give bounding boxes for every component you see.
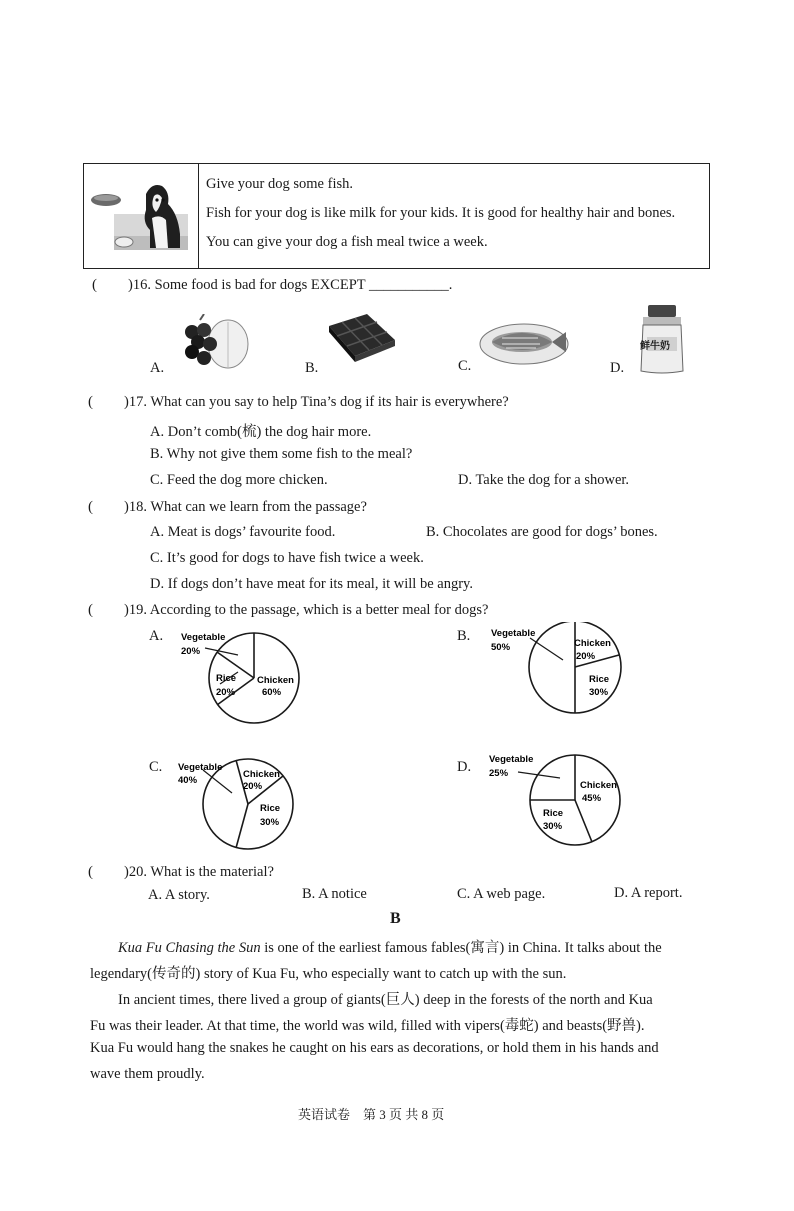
milk-bottle-label: 鲜牛奶 (640, 341, 670, 352)
pie-c-pct-rice: 30% (260, 817, 280, 828)
q20-option-d: D. A report. (614, 885, 683, 901)
pie-chart-a (175, 628, 305, 728)
q17-option-b: B. Why not give them some fish to the meal? (150, 446, 413, 462)
q19-paren: ( (88, 602, 93, 618)
box-divider (198, 164, 199, 268)
q19-letter-d: D. (457, 759, 472, 775)
pie-a-label-rice: Rice (216, 673, 237, 684)
q16-question: )16. Some food is bad for dogs EXCEPT ___________. (128, 277, 453, 293)
grapes-garlic-image (178, 314, 250, 374)
section-b-para2-line4: wave them proudly. (90, 1066, 205, 1082)
q16-paren: ( (92, 277, 97, 293)
q18-option-d: D. If dogs don’t have meat for its meal, it will be angry. (150, 576, 473, 592)
q17-question: )17. What can you say to help Tina’s dog if its hair is everywhere? (124, 394, 509, 410)
para1-line1-rest: is one of the earliest famous fables(寓言) in China. It talks about the (260, 940, 662, 956)
pie-b-leader (530, 638, 563, 660)
pie-d-label-vegetable: Vegetable (489, 754, 534, 765)
q16-option-b: B. (305, 360, 319, 376)
pie-c-label-chicken: Chicken (243, 769, 280, 780)
chocolate-image (325, 312, 397, 364)
q17-paren: ( (88, 394, 93, 410)
pie-b-pct-chicken: 20% (576, 651, 596, 662)
pie-a-pct-vegetable: 20% (181, 646, 201, 657)
fish-dish-image (478, 318, 570, 368)
pie-b-label-rice: Rice (589, 674, 610, 685)
q18-option-c: C. It’s good for dogs to have fish twice a week. (150, 550, 424, 566)
pie-b-pct-vegetable: 50% (491, 642, 511, 653)
q20-option-c: C. A web page. (457, 886, 546, 902)
q17-option-d: D. Take the dog for a shower. (458, 472, 630, 488)
q18-option-a: A. Meat is dogs’ favourite food. (150, 524, 336, 540)
info-line-2: Fish for your dog is like milk for your kids. It is good for healthy hair and bones. (206, 205, 676, 221)
pie-c-pct-chicken: 20% (243, 781, 263, 792)
q17-option-a: A. Don’t comb(梳) the dog hair more. (150, 424, 372, 440)
pie-d-divider-3 (575, 800, 592, 842)
section-b-para1-line2: legendary(传奇的) story of Kua Fu, who especially want to catch up with the sun. (90, 966, 567, 982)
pie-chart-d (485, 750, 630, 850)
section-b-para2-line1: In ancient times, there lived a group of giants(巨人) deep in the forests of the north and Kua (118, 992, 653, 1008)
pie-a-label-chicken: Chicken (257, 675, 294, 686)
q16-option-a: A. (150, 360, 165, 376)
page-footer: 英语试卷 第 3 页 共 8 页 (298, 1107, 445, 1122)
q19-question: )19. According to the passage, which is a better meal for dogs? (124, 602, 489, 618)
info-line-3: You can give your dog a fish meal twice a week. (206, 234, 488, 250)
pie-c-divider-3 (236, 804, 248, 848)
pie-chart-b (485, 622, 630, 722)
q16-option-d: D. (610, 360, 625, 376)
q19-letter-a: A. (149, 628, 164, 644)
info-line-1: Give your dog some fish. (206, 176, 353, 192)
pie-d-pct-rice: 30% (543, 821, 563, 832)
pie-c-leader (203, 770, 232, 793)
dog-with-food-image (88, 174, 192, 254)
pie-c-label-rice: Rice (260, 803, 281, 814)
q19-letter-b: B. (457, 628, 471, 644)
q18-option-b: B. Chocolates are good for dogs’ bones. (426, 524, 658, 540)
section-b-para2-line2: Fu was their leader. At that time, the world was wild, filled with vipers(毒蛇) and beasts(野兽). (90, 1018, 645, 1034)
section-b-heading: B (390, 910, 401, 927)
section-b-para1-line1 (118, 936, 662, 957)
pie-d-pct-vegetable: 25% (489, 768, 509, 779)
q17-option-c: C. Feed the dog more chicken. (150, 472, 328, 488)
pie-b-label-vegetable: Vegetable (491, 628, 536, 639)
q20-option-b: B. A notice (302, 886, 367, 902)
q20-option-a: A. A story. (148, 887, 210, 903)
q19-letter-c: C. (149, 759, 163, 775)
section-b-para2-line3: Kua Fu would hang the snakes he caught on his ears as decorations, or hold them in his hands and (90, 1040, 659, 1056)
pie-chart-c (172, 755, 302, 855)
pie-a-pct-rice: 20% (216, 687, 236, 698)
pie-b-label-chicken: Chicken (574, 638, 611, 649)
q18-question: )18. What can we learn from the passage? (124, 499, 367, 515)
pie-c-pct-vegetable: 40% (178, 775, 198, 786)
pie-c-label-vegetable: Vegetable (178, 762, 223, 773)
q18-paren: ( (88, 499, 93, 515)
pie-d-label-rice: Rice (543, 808, 564, 819)
q16-option-c: C. (458, 358, 472, 374)
q20-paren: ( (88, 864, 93, 880)
info-box (83, 163, 710, 269)
pie-a-pct-chicken: 60% (262, 687, 282, 698)
pie-a-label-vegetable: Vegetable (181, 632, 226, 643)
pie-b-pct-rice: 30% (589, 687, 609, 698)
pie-d-label-chicken: Chicken (580, 780, 617, 791)
fable-title: Kua Fu Chasing the Sun (118, 940, 261, 956)
pie-a-leader (205, 648, 238, 655)
q20-question: )20. What is the material? (124, 864, 274, 880)
pie-d-pct-chicken: 45% (582, 793, 602, 804)
